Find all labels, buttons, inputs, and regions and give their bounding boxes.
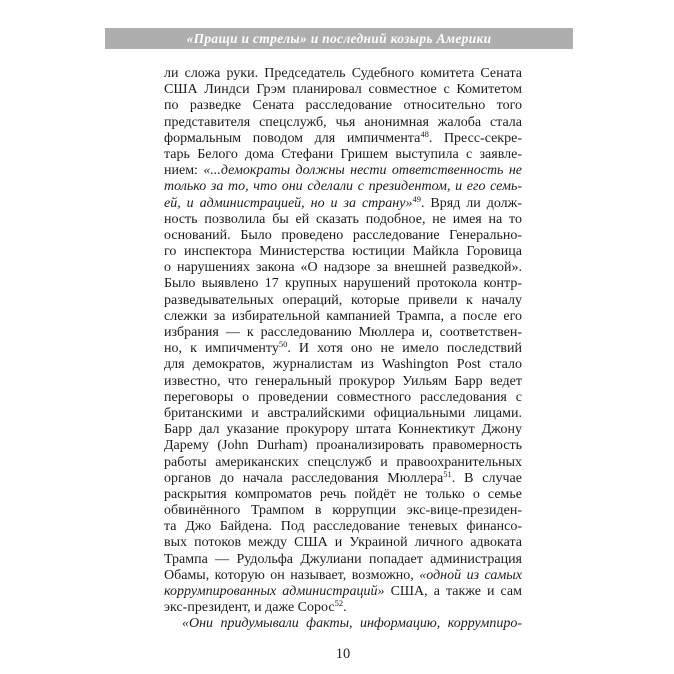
text-segment: но, к импичменту <box>164 341 279 357</box>
footnote-ref: 49 <box>412 193 421 204</box>
footnote-ref: 50 <box>278 339 288 350</box>
text-segment: «...демократы должны нести ответственность не <box>203 163 523 179</box>
text-segment: «Они придумывали факты, информацию, коррумпиро- <box>182 616 522 632</box>
text-segment: только за то, что они сделали с президентом, и его семь- <box>164 179 522 195</box>
text-line <box>164 552 522 568</box>
text-line <box>164 212 522 228</box>
page-number: 10 <box>335 646 351 662</box>
text-line <box>164 374 522 390</box>
text-segment: . Пресс-секре- <box>428 130 522 146</box>
text-line <box>164 487 522 503</box>
text-line <box>164 244 522 260</box>
text-line <box>164 179 522 195</box>
footnote-ref: 51 <box>443 468 452 479</box>
text-segment: работы американских спецслужб и правоохранительных <box>164 454 522 470</box>
text-line <box>164 341 522 357</box>
text-segment: Барр дал указание прокурору штата Коннектикут Джону <box>164 422 522 438</box>
text-line <box>164 422 522 438</box>
text-segment: избрания — к расследованию Мюллера и, соответствен- <box>164 325 522 340</box>
text-segment: переговоры о проведении совместного расследования с <box>164 389 522 405</box>
text-line <box>164 325 522 341</box>
text-segment: о нарушениях закона «О надзоре за внешней разведкой». <box>164 260 522 276</box>
text-line <box>164 82 522 98</box>
text-segment: Дарему (John Durham) проанализировать правомерность <box>164 438 522 454</box>
text-segment: го инспектора Министерства юстиции Майкла Горовица <box>164 244 522 260</box>
text-segment: ли сложа руки. Председатель Судебного комитета Сената <box>164 66 522 81</box>
text-segment: . В случае <box>451 470 522 486</box>
running-header-band <box>105 28 573 49</box>
text-line <box>164 568 522 584</box>
text-segment: ность позволила бы ей сказать подобное, не имея на то <box>164 211 522 227</box>
text-line <box>164 115 522 131</box>
text-line <box>164 128 522 147</box>
text-segment: . <box>343 600 347 616</box>
text-segment: нием: <box>164 163 204 179</box>
text-line <box>164 616 522 632</box>
text-segment: «одной из самых <box>419 567 522 583</box>
text-line <box>164 276 522 292</box>
text-segment: США Линдси Грэм планировал совместное с Комитетом <box>164 82 522 98</box>
text-line <box>164 228 522 244</box>
text-segment: тарь Белого дома Стефани Гришем выступила с заявле- <box>164 146 522 162</box>
text-segment: органов до начала расследования Мюллера <box>164 470 444 486</box>
text-line <box>164 163 522 179</box>
text-line <box>164 66 522 82</box>
text-line <box>164 357 522 373</box>
text-segment: Обамы, которую он называет, возможно, <box>164 567 420 583</box>
text-segment: США, а также и сам <box>384 584 522 599</box>
text-segment: . И хотя оно не имело последствий <box>287 341 522 357</box>
text-line <box>164 390 522 406</box>
text-segment: представителя спецслужб, чья анонимная жалоба стала <box>164 114 522 130</box>
text-segment: для демократов, журналистам из Washington Post стало <box>164 357 522 373</box>
text-segment: обвинённого Трампом в коррупции экс-вице-президен- <box>164 503 522 519</box>
text-segment: раскрытия компроматов речь пойдёт не только о семье <box>164 486 522 502</box>
text-segment: известно, что генеральный прокурор Уильям Барр ведет <box>164 373 522 389</box>
text-line <box>164 98 522 114</box>
body-text <box>164 66 522 633</box>
text-segment: коррумпированных администраций» <box>164 584 385 599</box>
text-segment: . Вряд ли долж- <box>420 195 523 211</box>
text-segment: формальным поводом для импичмента <box>164 130 421 146</box>
text-segment: вых потоков между США и Украиной личного адвоката <box>164 535 522 551</box>
text-segment: оснований. Было проведено расследование Генерально- <box>164 227 522 243</box>
text-segment: Было выявлено 17 крупных нарушений протокола контр- <box>164 276 522 292</box>
text-segment: по разведке Сената расследование относительно того <box>164 98 522 114</box>
text-line <box>164 260 522 276</box>
text-segment: Трампа — Рудольфа Джулиани попадает администрация <box>164 551 522 567</box>
text-line <box>164 309 522 325</box>
text-segment: ей, и администрацией, но и за страну» <box>164 195 413 211</box>
text-line <box>164 193 523 212</box>
text-segment: та Джо Байдена. Под расследование теневых финансо- <box>164 519 522 535</box>
footnote-ref: 48 <box>420 128 429 139</box>
text-line <box>164 406 522 422</box>
text-segment: британскими и австралийскими официальными лицами. <box>164 405 522 421</box>
running-header-title: «Пращи и стрелы» и последний козырь Америки <box>186 31 492 46</box>
text-line <box>164 503 522 519</box>
text-line <box>164 438 522 454</box>
text-segment: экс-президент, и даже Сорос <box>164 600 335 616</box>
text-line <box>164 468 522 487</box>
text-segment: слежки за избирательной кампанией Трампа, а после его <box>164 308 522 324</box>
text-segment: разведывательных операций, которые привели к началу <box>164 292 522 308</box>
text-line <box>164 293 522 309</box>
text-line <box>164 535 522 551</box>
text-line <box>164 600 522 616</box>
text-line <box>164 147 522 163</box>
footnote-ref: 52 <box>334 598 344 609</box>
text-line <box>164 519 522 535</box>
text-line <box>164 455 522 471</box>
